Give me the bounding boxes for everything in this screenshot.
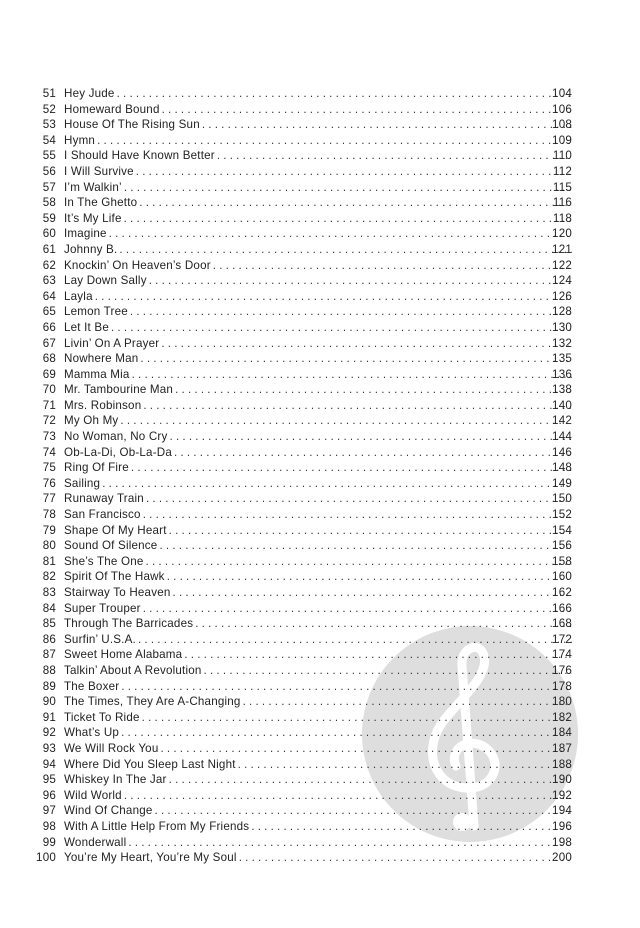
entry-title: Imagine: [64, 227, 107, 241]
entry-title-leader: [64, 772, 572, 788]
entry-title-leader: [64, 86, 572, 102]
entry-title-leader: [64, 757, 572, 773]
entry-number: 78: [42, 508, 56, 522]
entry-title: Talkin’ About A Revolution: [64, 663, 202, 677]
toc-entry: [0, 538, 640, 554]
entry-title-leader: [64, 336, 572, 352]
entry-number: 81: [42, 554, 56, 568]
entry-number: 94: [42, 757, 56, 771]
entry-number: 69: [42, 367, 56, 381]
entry-number: 80: [42, 539, 56, 553]
toc-entry: [0, 710, 640, 726]
entry-title: I Should Have Known Better: [64, 149, 215, 163]
entry-title-leader: [64, 445, 572, 461]
entry-title-leader: [64, 835, 572, 851]
entry-title: My Oh My: [64, 414, 119, 428]
entry-title-leader: [64, 460, 572, 476]
entry-title-leader: [64, 289, 572, 305]
toc-entry: [0, 601, 640, 617]
entry-title: San Francisco: [64, 508, 141, 522]
entry-number: 99: [42, 835, 56, 849]
entry-page-number: 200: [552, 851, 572, 865]
entry-title-leader: [64, 663, 572, 679]
entry-number: 65: [42, 305, 56, 319]
entry-number: 87: [42, 648, 56, 662]
entry-number: 86: [42, 632, 56, 646]
entry-title-leader: [64, 694, 572, 710]
entry-title: Johnny B.: [64, 242, 118, 256]
entry-title-leader: [64, 429, 572, 445]
toc-entry: [0, 413, 640, 429]
entry-title-leader: [64, 601, 572, 617]
entry-page-number: 156: [552, 539, 572, 553]
entry-title: She’s The One: [64, 554, 144, 568]
entry-title-leader: [64, 523, 572, 539]
entry-page-number: 180: [552, 695, 572, 709]
entry-number: 64: [42, 289, 56, 303]
toc-entry: [0, 554, 640, 570]
entry-number: 72: [42, 414, 56, 428]
entry-page-number: 182: [552, 710, 572, 724]
entry-title-leader: [64, 476, 572, 492]
toc-entry: [0, 679, 640, 695]
entry-number: 58: [42, 196, 56, 210]
toc-entry: [0, 585, 640, 601]
entry-number: 74: [42, 445, 56, 459]
entry-page-number: 174: [552, 648, 572, 662]
toc-entry: [0, 819, 640, 835]
entry-title: In The Ghetto: [64, 196, 138, 210]
entry-number: 83: [42, 586, 56, 599]
toc-entry: [0, 850, 640, 866]
entry-title: Ring Of Fire: [64, 461, 129, 475]
entry-page-number: 152: [552, 508, 572, 522]
entry-page-number: 108: [552, 118, 572, 132]
entry-title: Spirit Of The Hawk: [64, 570, 165, 584]
entry-number: 73: [42, 430, 56, 444]
toc-entry: [0, 694, 640, 710]
entry-page-number: 132: [552, 336, 572, 350]
entry-title: Nowhere Man: [64, 352, 139, 366]
entry-page-number: 104: [552, 87, 572, 100]
entry-page-number: 112: [552, 164, 572, 178]
entry-title-leader: [64, 304, 572, 320]
entry-title: With A Little Help From My Friends: [64, 819, 250, 833]
entry-title: What’s Up: [64, 726, 120, 740]
entry-page-number: 110: [552, 149, 572, 163]
entry-number: 63: [42, 274, 56, 288]
entry-page-number: 158: [552, 554, 572, 568]
entry-title: We Will Rock You: [64, 741, 159, 755]
entry-number: 67: [42, 336, 56, 350]
entry-title-leader: [64, 819, 572, 835]
toc-entry: [0, 491, 640, 507]
toc-entry: [0, 148, 640, 164]
entry-title-leader: [64, 413, 572, 429]
entry-title: The Times, They Are A-Changing: [64, 695, 241, 709]
entry-number: 97: [42, 804, 56, 818]
toc-entry: [0, 226, 640, 242]
entry-title-leader: [64, 117, 572, 133]
entry-title: Shape Of My Heart: [64, 523, 167, 537]
entry-number: 66: [42, 320, 56, 334]
toc-entry: [0, 757, 640, 773]
toc-entry: [0, 164, 640, 180]
entry-number: 77: [42, 492, 56, 506]
entry-page-number: 149: [552, 476, 572, 490]
entry-page-number: 140: [552, 398, 572, 412]
entry-title-leader: [64, 725, 572, 741]
entry-title-leader: [64, 242, 572, 258]
entry-page-number: 126: [552, 289, 572, 303]
entry-title-leader: [64, 632, 572, 648]
entry-number: 51: [42, 87, 56, 100]
entry-page-number: 196: [552, 819, 572, 833]
entry-page-number: 192: [552, 788, 572, 802]
entry-title: I’m Walkin’: [64, 180, 122, 194]
entry-title: Runaway Train: [64, 492, 144, 506]
toc-entry: [0, 460, 640, 476]
entry-page-number: 115: [552, 180, 572, 194]
toc-entry: [0, 803, 640, 819]
entry-title-leader: [64, 616, 572, 632]
entry-number: 56: [42, 164, 56, 178]
entry-number: 54: [42, 133, 56, 147]
entry-number: 84: [42, 601, 56, 615]
toc-entry: [0, 320, 640, 336]
entry-page-number: 166: [552, 601, 572, 615]
entry-number: 96: [42, 788, 56, 802]
entry-title: Stairway To Heaven: [64, 586, 171, 599]
entry-number: 90: [42, 695, 56, 709]
toc-entry: [0, 772, 640, 788]
entry-title: Knockin’ On Heaven’s Door: [64, 258, 211, 272]
entry-page-number: 187: [552, 741, 572, 755]
toc-entry: [0, 117, 640, 133]
entry-title: Lemon Tree: [64, 305, 128, 319]
entry-title: Super Trouper: [64, 601, 141, 615]
entry-title-leader: [64, 102, 572, 118]
entry-number: 98: [42, 819, 56, 833]
entry-page-number: 188: [552, 757, 572, 771]
toc-entry: [0, 351, 640, 367]
entry-page-number: 146: [552, 445, 572, 459]
entry-title: Ticket To Ride: [64, 710, 140, 724]
toc-entry: [0, 835, 640, 851]
entry-page-number: 135: [552, 352, 572, 366]
entry-title-leader: [64, 585, 572, 601]
entry-page-number: 184: [552, 726, 572, 740]
entry-page-number: 178: [552, 679, 572, 693]
toc-entry: [0, 367, 640, 383]
entry-page-number: 168: [552, 617, 572, 631]
toc-entry: [0, 663, 640, 679]
entry-title: Where Did You Sleep Last Night: [64, 757, 236, 771]
entry-title: House Of The Rising Sun: [64, 118, 200, 132]
entry-title: Wind Of Change: [64, 804, 153, 818]
entry-number: 59: [42, 211, 56, 225]
entry-title: Whiskey In The Jar: [64, 773, 167, 787]
entry-title: No Woman, No Cry: [64, 430, 168, 444]
entry-number: 100: [36, 851, 56, 865]
entry-page-number: 136: [552, 367, 572, 381]
entry-number: 93: [42, 741, 56, 755]
entry-title: Homeward Bound: [64, 102, 160, 116]
entry-page-number: 122: [552, 258, 572, 272]
entry-title: Hey Jude: [64, 87, 115, 100]
toc-entry: [0, 741, 640, 757]
entry-page-number: 120: [552, 227, 572, 241]
entry-title-leader: [64, 226, 572, 242]
toc-entry: [0, 725, 640, 741]
toc-entry: [0, 273, 640, 289]
entry-number: 57: [42, 180, 56, 194]
toc-entry: [0, 445, 640, 461]
entry-title-leader: [64, 554, 572, 570]
entry-title-leader: [64, 367, 572, 383]
entry-title-leader: [64, 273, 572, 289]
entry-page-number: 154: [552, 523, 572, 537]
entry-page-number: 121: [552, 242, 572, 256]
entry-number: 62: [42, 258, 56, 272]
entry-title: Mr. Tambourine Man: [64, 383, 174, 397]
entry-page-number: 116: [552, 196, 572, 210]
entry-title-leader: [64, 258, 572, 274]
entry-page-number: 124: [552, 274, 572, 288]
entry-number: 95: [42, 773, 56, 787]
entry-title: Mrs. Robinson: [64, 398, 142, 412]
entry-page-number: 109: [552, 133, 572, 147]
entry-page-number: 190: [552, 773, 572, 787]
entry-page-number: 162: [552, 586, 572, 599]
entry-title-leader: [64, 351, 572, 367]
entry-title: Livin’ On A Prayer: [64, 336, 160, 350]
entry-number: 89: [42, 679, 56, 693]
entry-title-leader: [64, 491, 572, 507]
entry-title-leader: [64, 741, 572, 757]
entry-number: 52: [42, 102, 56, 116]
entry-title: You’re My Heart, You’re My Soul: [64, 851, 237, 865]
entry-title: It’s My Life: [64, 211, 122, 225]
entry-page-number: 130: [552, 320, 572, 334]
entry-title-leader: [64, 211, 572, 227]
entry-title-leader: [64, 507, 572, 523]
entry-title-leader: [64, 788, 572, 804]
entry-number: 60: [42, 227, 56, 241]
entry-title: Layla: [64, 289, 93, 303]
entry-page-number: 198: [552, 835, 572, 849]
entry-title-leader: [64, 148, 572, 164]
toc-entry: [0, 523, 640, 539]
entry-number: 91: [42, 710, 56, 724]
entry-title-leader: [64, 710, 572, 726]
entry-number: 82: [42, 570, 56, 584]
entry-page-number: 160: [552, 570, 572, 584]
entry-title-leader: [64, 569, 572, 585]
entry-title: I Will Survive: [64, 164, 134, 178]
toc-entry: [0, 616, 640, 632]
entry-title: Let It Be: [64, 320, 109, 334]
entry-title: Wonderwall: [64, 835, 127, 849]
entry-page-number: 194: [552, 804, 572, 818]
table-of-contents: [0, 86, 640, 866]
entry-page-number: 138: [552, 383, 572, 397]
entry-title: Through The Barricades: [64, 617, 194, 631]
entry-number: 70: [42, 383, 56, 397]
toc-entry: [0, 195, 640, 211]
toc-entry: [0, 242, 640, 258]
entry-title: Wild World: [64, 788, 122, 802]
entry-title-leader: [64, 382, 572, 398]
entry-page-number: 150: [552, 492, 572, 506]
entry-title-leader: [64, 538, 572, 554]
toc-entry: [0, 569, 640, 585]
toc-entry: [0, 289, 640, 305]
entry-number: 68: [42, 352, 56, 366]
entry-title-leader: [64, 164, 572, 180]
entry-page-number: 128: [552, 305, 572, 319]
entry-title-leader: [64, 180, 572, 196]
entry-title-leader: [64, 679, 572, 695]
entry-title: Sweet Home Alabama: [64, 648, 183, 662]
entry-title: Lay Down Sally: [64, 274, 147, 288]
toc-entry: [0, 647, 640, 663]
entry-number: 75: [42, 461, 56, 475]
entry-number: 71: [42, 398, 56, 412]
toc-entry: [0, 632, 640, 648]
entry-page-number: 172: [552, 632, 572, 646]
toc-entry: [0, 211, 640, 227]
entry-number: 55: [42, 149, 56, 163]
entry-title: Sound Of Silence: [64, 539, 158, 553]
entry-title-leader: [64, 850, 572, 866]
toc-entry: [0, 476, 640, 492]
entry-title: Mamma Mia: [64, 367, 130, 381]
entry-title-leader: [64, 398, 572, 414]
toc-entry: [0, 507, 640, 523]
entry-page-number: 142: [552, 414, 572, 428]
toc-entry: [0, 86, 640, 102]
entry-number: 92: [42, 726, 56, 740]
toc-entry: [0, 180, 640, 196]
entry-title: Ob-La-Di, Ob-La-Da: [64, 445, 172, 459]
entry-number: 53: [42, 118, 56, 132]
toc-entry: [0, 336, 640, 352]
entry-title: Surfin’ U.S.A.: [64, 632, 136, 646]
entry-number: 85: [42, 617, 56, 631]
entry-page-number: 176: [552, 663, 572, 677]
entry-number: 79: [42, 523, 56, 537]
entry-title-leader: [64, 133, 572, 149]
toc-entry: [0, 788, 640, 804]
entry-number: 76: [42, 476, 56, 490]
entry-page-number: 106: [552, 102, 572, 116]
toc-entry: [0, 382, 640, 398]
entry-title: Sailing: [64, 476, 101, 490]
entry-title-leader: [64, 803, 572, 819]
entry-title-leader: [64, 195, 572, 211]
toc-entry: [0, 398, 640, 414]
toc-entry: [0, 102, 640, 118]
toc-entry: [0, 429, 640, 445]
entry-title-leader: [64, 647, 572, 663]
entry-number: 61: [42, 242, 56, 256]
entry-page-number: 148: [552, 461, 572, 475]
entry-title: The Boxer: [64, 679, 120, 693]
entry-number: 88: [42, 663, 56, 677]
entry-title: Hymn: [64, 133, 96, 147]
entry-title-leader: [64, 320, 572, 336]
toc-entry: [0, 304, 640, 320]
toc-entry: [0, 258, 640, 274]
toc-entry: [0, 133, 640, 149]
entry-page-number: 144: [552, 430, 572, 444]
entry-page-number: 118: [552, 211, 572, 225]
